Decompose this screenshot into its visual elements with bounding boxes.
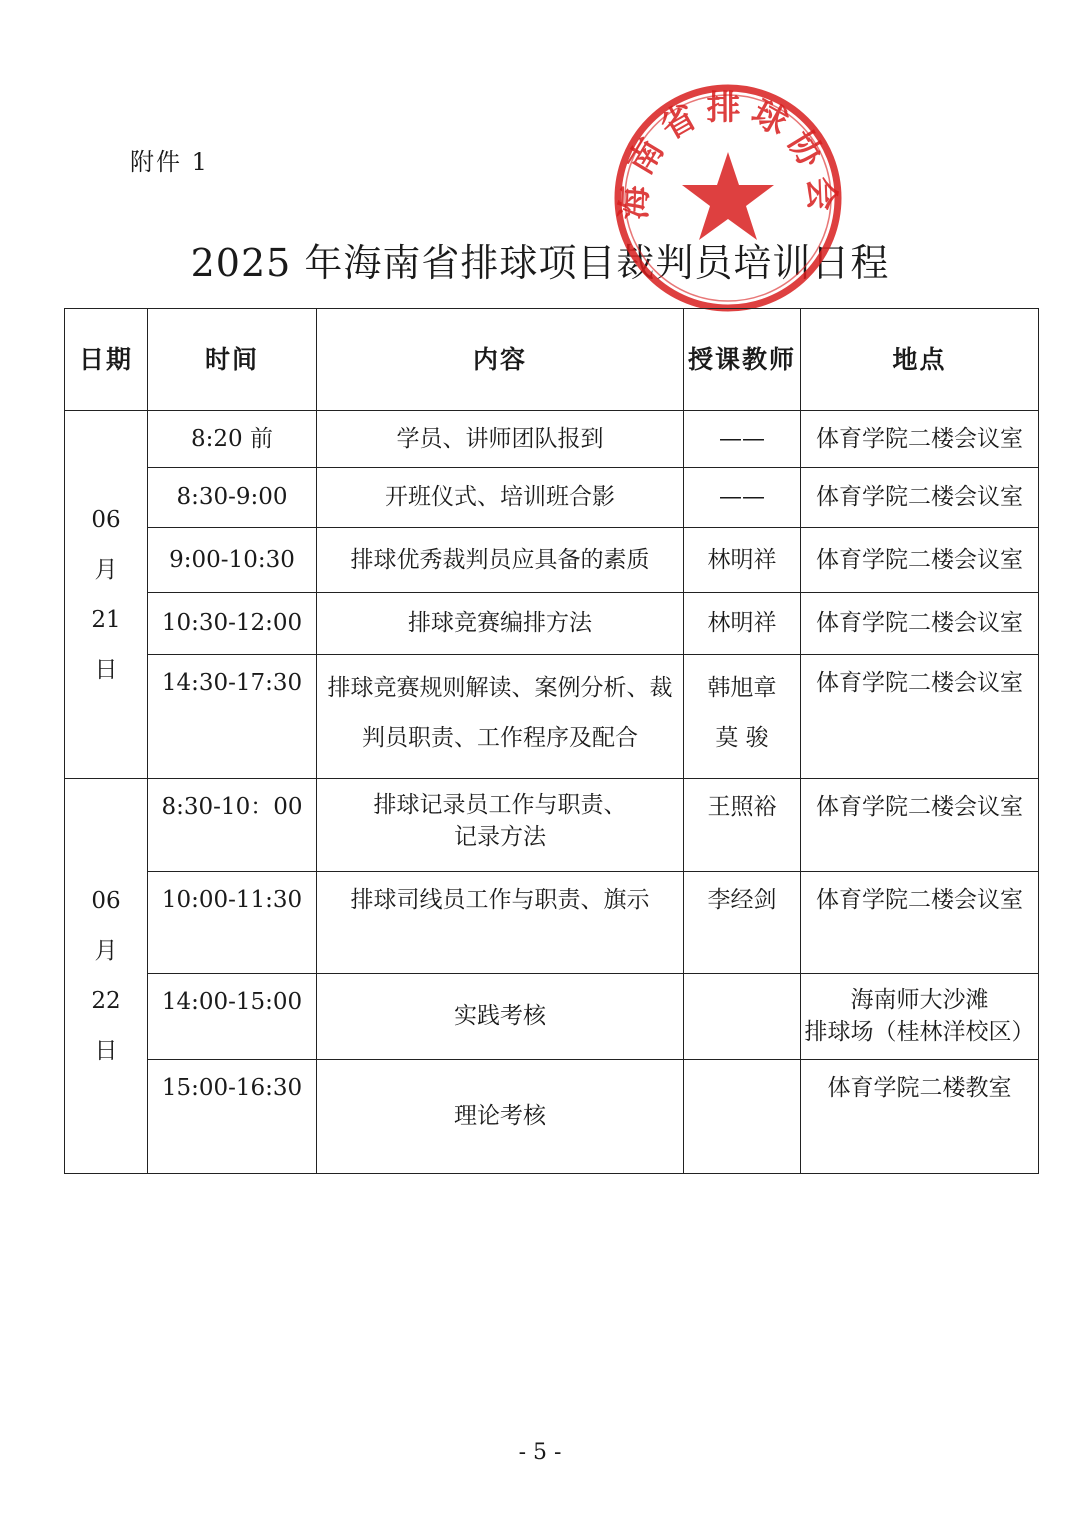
place-cell: 体育学院二楼会议室 [801,872,1039,974]
table-header-row [65,309,1039,411]
time-cell: 8:30-9:00 [148,468,317,528]
attachment-label: 附件 1 [130,148,209,176]
teacher-cell: —— [684,468,801,528]
teacher-cell: 韩旭章 莫 骏 [684,655,801,779]
table-row [65,468,1039,528]
col-header-date: 日期 [65,309,148,411]
teacher-cell: 王照裕 [684,779,801,872]
time-cell: 8:30-10：00 [148,779,317,872]
col-header-place: 地点 [801,309,1039,411]
place-cell: 体育学院二楼教室 [801,1060,1039,1174]
content-cell: 学员、讲师团队报到 [317,411,684,468]
teacher-cell: 林明祥 [684,528,801,593]
col-header-content: 内容 [317,309,684,411]
place-cell: 体育学院二楼会议室 [801,779,1039,872]
table-row [65,872,1039,974]
time-cell: 9:00-10:30 [148,528,317,593]
place-cell: 体育学院二楼会议室 [801,411,1039,468]
page-number: - 5 - [518,1440,562,1465]
time-cell: 15:00-16:30 [148,1060,317,1174]
teacher-cell [684,974,801,1060]
table-row [65,655,1039,779]
association-seal [612,82,844,314]
place-cell: 体育学院二楼会议室 [801,528,1039,593]
table-row [65,593,1039,655]
content-cell: 排球竞赛规则解读、案例分析、裁 判员职责、工作程序及配合 [317,655,684,779]
content-cell: 排球竞赛编排方法 [317,593,684,655]
col-header-teacher: 授课教师 [684,309,801,411]
svg-text:海南省排球协会: 海南省排球协会 [614,88,842,221]
content-cell: 理论考核 [317,1060,684,1174]
date-cell-day1: 06 月 21 日 [65,411,148,779]
time-cell: 10:30-12:00 [148,593,317,655]
teacher-cell [684,1060,801,1174]
place-cell: 海南师大沙滩 排球场（桂林洋校区） [801,974,1039,1060]
time-cell: 10:00-11:30 [148,872,317,974]
place-cell: 体育学院二楼会议室 [801,468,1039,528]
col-header-time: 时间 [148,309,317,411]
time-cell: 8:20 前 [148,411,317,468]
table-row [65,779,1039,872]
time-cell: 14:00-15:00 [148,974,317,1060]
table-row [65,528,1039,593]
place-cell: 体育学院二楼会议室 [801,655,1039,779]
content-cell: 实践考核 [317,974,684,1060]
table-row [65,974,1039,1060]
content-cell: 排球优秀裁判员应具备的素质 [317,528,684,593]
place-cell: 体育学院二楼会议室 [801,593,1039,655]
schedule-table [64,308,1039,1174]
teacher-cell: 林明祥 [684,593,801,655]
time-cell: 14:30-17:30 [148,655,317,779]
teacher-cell: —— [684,411,801,468]
teacher-cell: 李经剑 [684,872,801,974]
content-cell: 开班仪式、培训班合影 [317,468,684,528]
table-row [65,1060,1039,1174]
content-cell: 排球记录员工作与职责、 记录方法 [317,779,684,872]
date-cell-day2: 06 月 22 日 [65,779,148,1174]
table-row [65,411,1039,468]
star-icon [682,152,774,240]
content-cell: 排球司线员工作与职责、旗示 [317,872,684,974]
page-title: 2025 年海南省排球项目裁判员培训日程 [190,241,890,285]
